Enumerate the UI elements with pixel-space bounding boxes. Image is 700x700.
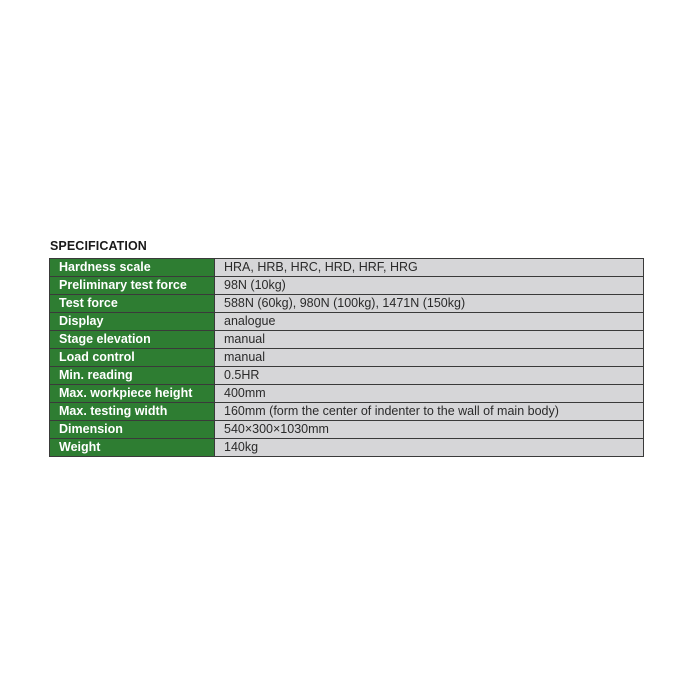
spec-label: Min. reading <box>50 367 215 385</box>
spec-label: Preliminary test force <box>50 277 215 295</box>
table-row <box>50 385 644 403</box>
spec-value: manual <box>215 349 644 367</box>
spec-value: 140kg <box>215 439 644 457</box>
spec-label: Max. testing width <box>50 403 215 421</box>
spec-label: Weight <box>50 439 215 457</box>
spec-label: Stage elevation <box>50 331 215 349</box>
spec-label: Max. workpiece height <box>50 385 215 403</box>
spec-value: 98N (10kg) <box>215 277 644 295</box>
spec-value: manual <box>215 331 644 349</box>
table-row <box>50 439 644 457</box>
table-row <box>50 313 644 331</box>
table-row <box>50 331 644 349</box>
spec-table <box>49 258 644 457</box>
spec-value: 0.5HR <box>215 367 644 385</box>
table-row <box>50 403 644 421</box>
spec-heading: SPECIFICATION <box>50 239 147 253</box>
spec-value: 160mm (form the center of indenter to the wall of main body) <box>215 403 644 421</box>
table-row <box>50 277 644 295</box>
spec-value: 400mm <box>215 385 644 403</box>
table-row <box>50 367 644 385</box>
spec-label: Dimension <box>50 421 215 439</box>
spec-label: Display <box>50 313 215 331</box>
spec-value: 588N (60kg), 980N (100kg), 1471N (150kg) <box>215 295 644 313</box>
table-row <box>50 259 644 277</box>
table-row <box>50 295 644 313</box>
spec-label: Hardness scale <box>50 259 215 277</box>
spec-value: 540×300×1030mm <box>215 421 644 439</box>
table-row <box>50 421 644 439</box>
spec-label: Test force <box>50 295 215 313</box>
spec-value: HRA, HRB, HRC, HRD, HRF, HRG <box>215 259 644 277</box>
table-row <box>50 349 644 367</box>
spec-value: analogue <box>215 313 644 331</box>
spec-label: Load control <box>50 349 215 367</box>
